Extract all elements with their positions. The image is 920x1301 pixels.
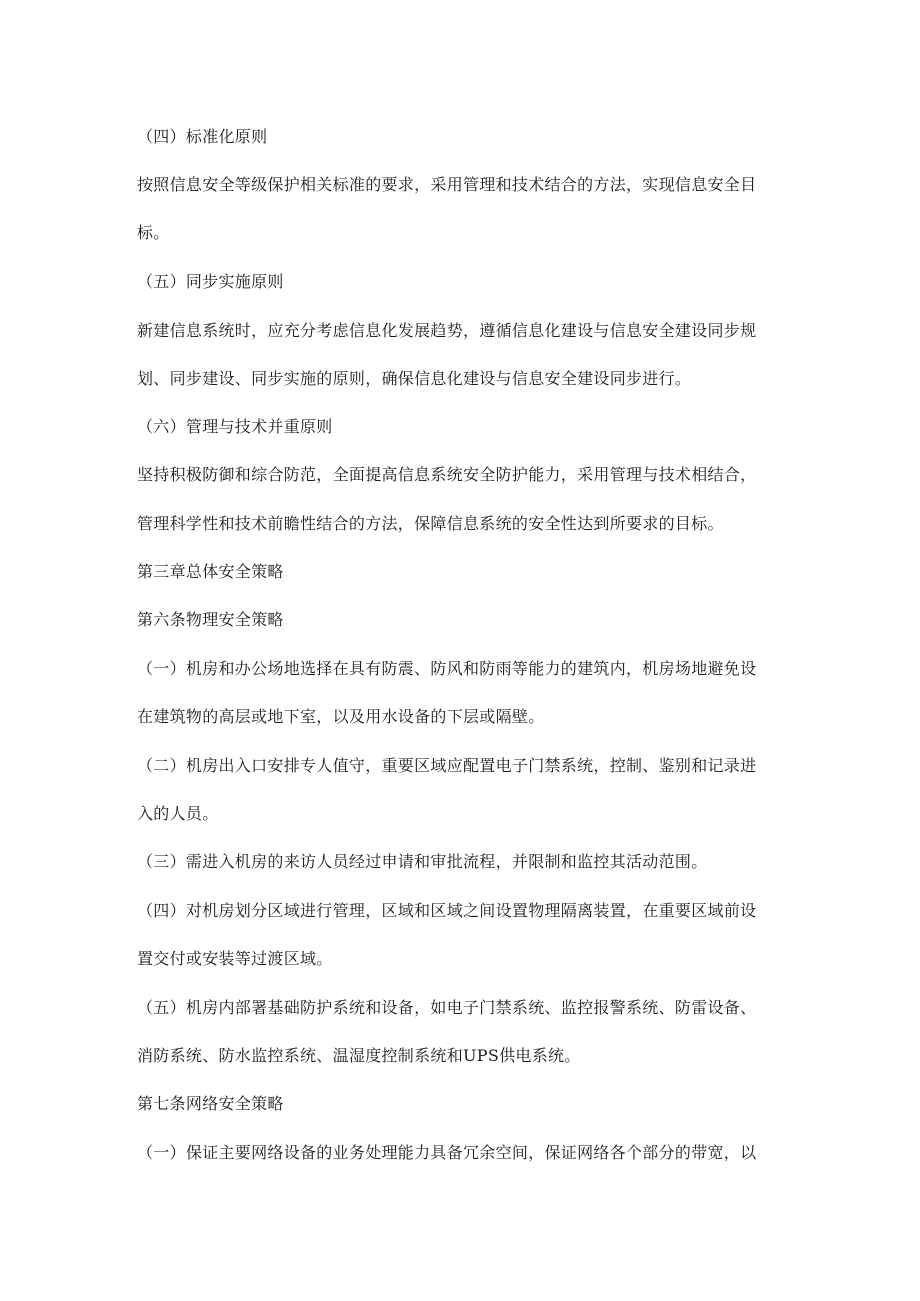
list-item: （四）对机房划分区域进行管理，区域和区域之间设置物理隔离装置，在重要区域前设 <box>137 901 757 920</box>
heading-management-technology-principle: （六）管理与技术并重原则 <box>137 417 333 436</box>
list-item-continuation: 入的人员。 <box>137 804 219 823</box>
article-heading-physical: 第六条物理安全策略 <box>137 610 284 629</box>
heading-standardization-principle: （四）标准化原则 <box>137 127 268 146</box>
list-item: （一）保证主要网络设备的业务处理能力具备冗余空间，保证网络各个部分的带宽，以 <box>137 1143 757 1162</box>
list-item-continuation: 置交付或安装等过渡区域。 <box>137 949 333 968</box>
paragraph-line: 按照信息安全等级保护相关标准的要求，采用管理和技术结合的方法，实现信息安全目 <box>137 175 757 194</box>
chapter-heading: 第三章总体安全策略 <box>137 562 284 581</box>
paragraph-line: 管理科学性和技术前瞻性结合的方法，保障信息系统的安全性达到所要求的目标。 <box>137 514 724 533</box>
paragraph-line: 标。 <box>137 223 170 242</box>
paragraph-line: 坚持积极防御和综合防范，全面提高信息系统安全防护能力，采用管理与技术相结合， <box>137 465 757 484</box>
list-item-continuation: 在建筑物的高层或地下室，以及用水设备的下层或隔壁。 <box>137 707 545 726</box>
article-heading-network: 第七条网络安全策略 <box>137 1094 284 1113</box>
paragraph-line: 划、同步建设、同步实施的原则，确保信息化建设与信息安全建设同步进行。 <box>137 369 692 388</box>
list-item: （三）需进入机房的来访人员经过申请和审批流程，并限制和监控其活动范围。 <box>137 852 708 871</box>
list-item: （五）机房内部署基础防护系统和设备，如电子门禁系统、监控报警系统、防雷设备、 <box>137 998 757 1017</box>
list-item: （二）机房出入口安排专人值守，重要区域应配置电子门禁系统，控制、鉴别和记录进 <box>137 756 757 775</box>
list-item: （一）机房和办公场地选择在具有防震、防风和防雨等能力的建筑内，机房场地避免设 <box>137 659 757 678</box>
heading-synchronous-principle: （五）同步实施原则 <box>137 272 284 291</box>
paragraph-line: 新建信息系统时，应充分考虑信息化发展趋势，遵循信息化建设与信息安全建设同步规 <box>137 321 757 340</box>
list-item-continuation: 消防系统、防水监控系统、温湿度控制系统和UPS供电系统。 <box>137 1046 581 1065</box>
